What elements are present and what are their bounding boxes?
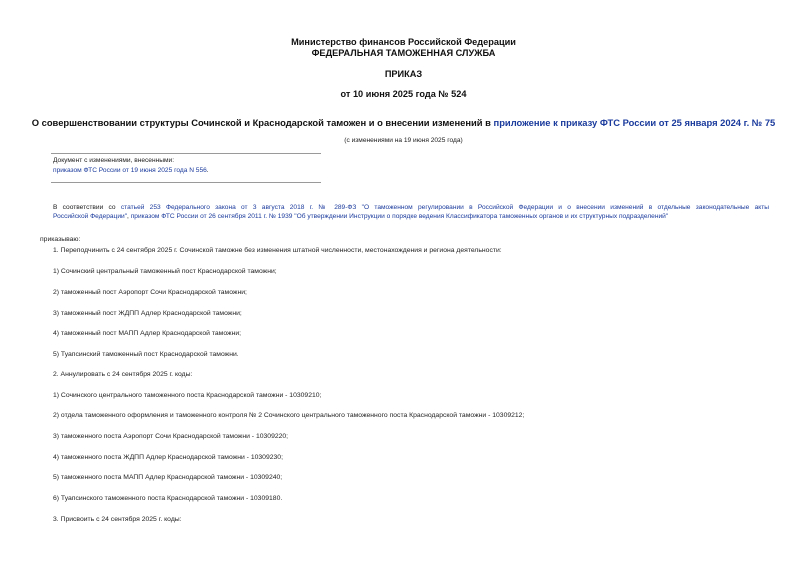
list-item: 3) таможенный пост ЖДПП Адлер Краснодарской таможни; [53,310,242,317]
preamble-sep: , [127,213,131,220]
list-item: 4) таможенный пост МАПП Адлер Краснодарской таможни; [53,330,242,337]
list-item: 5) таможенного поста МАПП Адлер Краснодарской таможни - 10309240; [53,474,283,481]
document-title [0,117,807,128]
order-word: приказываю: [40,236,81,243]
list-item: 1) Сочинский центральный таможенный пост Краснодарской таможни; [53,268,277,275]
preamble-line-2 [53,213,668,220]
service-name: ФЕДЕРАЛЬНАЯ ТАМОЖЕННАЯ СЛУЖБА [311,48,496,58]
list-item: 2) таможенный пост Аэропорт Сочи Краснодарской таможни; [53,289,247,296]
amendment-top-rule [51,153,321,154]
list-item: 1) Сочинского центрального таможенного поста Краснодарской таможни - 10309210; [53,392,322,399]
title-link[interactable]: приложение к приказу ФТС России от 25 января 2024 г. № 75 [493,117,776,128]
list-item: 4) таможенного поста ЖДПП Адлер Краснодарской таможни - 10309230; [53,454,283,461]
preamble-law-link[interactable]: статьей 253 Федерального закона от 3 августа 2018 г. № 289-ФЗ "О таможенном регулировании в Российской Федерации и о внесении изменений в отдельные законодательные акты [120,204,769,211]
list-item: 2) отдела таможенного оформления и таможенного контроля № 2 Сочинского центрального таможенного поста Краснодарской таможни - 10309212; [53,412,525,419]
paragraph-3: 3. Присвоить с 24 сентября 2025 г. коды: [53,516,182,523]
title-text: О совершенствовании структуры Сочинской и Краснодарской таможен и о внесении изменений в [31,117,494,128]
document-date-number: от 10 июня 2025 года № 524 [340,89,467,99]
amendment-line [53,167,209,174]
preamble-text: В соответствии со [53,204,121,211]
paragraph-1: 1. Переподчинить с 24 сентября 2025 г. Сочинской таможне без изменения штатной численности, местонахождения и региона деятельности: [53,247,502,254]
amendment-bottom-rule [51,182,321,183]
revision-note: (с изменениями на 19 июня 2025 года) [344,137,463,144]
list-item: 3) таможенного поста Аэропорт Сочи Краснодарской таможни - 10309220; [53,433,289,440]
ministry-name: Министерство финансов Российской Федерации [291,37,516,47]
amendment-label: Документ с изменениями, внесенными: [53,157,175,164]
paragraph-2: 2. Аннулировать с 24 сентября 2025 г. коды: [53,371,193,378]
document-type: ПРИКАЗ [384,69,423,79]
list-item: 6) Туапсинского таможенного поста Краснодарской таможни - 10309180. [53,495,283,502]
list-item: 5) Туапсинский таможенный пост Краснодарской таможни. [53,351,239,358]
amendment-link[interactable]: приказом ФТС России от 19 июня 2025 года N 556 [53,167,207,174]
amendment-suffix: . [206,167,209,174]
preamble-order-link[interactable]: приказом ФТС России от 26 сентября 2011 г. № 1939 "Об утверждении Инструкции о порядке ведения Классификатора таможенных органов и их структурных подразделений" [130,213,669,220]
preamble-line-1 [53,204,769,211]
preamble-law-link-cont[interactable]: Российской Федерации" [53,213,128,220]
